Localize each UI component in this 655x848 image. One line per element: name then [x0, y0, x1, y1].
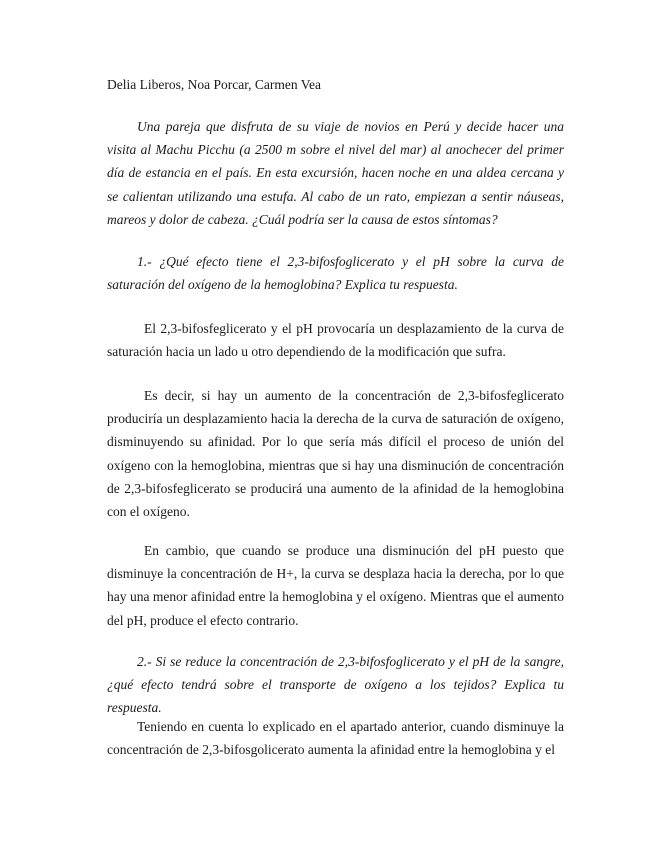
answer-2-paragraph-1: Teniendo en cuenta lo explicado en el apartado anterior, cuando disminuye la concentración de 2,3-bifosgolicerato aumenta la afinidad entre la hemoglobina y el	[107, 719, 564, 758]
question-2: 2.- Si se reduce la concentración de 2,3-bifosfoglicerato y el pH de la sangre, ¿qué efecto tendrá sobre el transporte de oxígeno a los tejidos? Explica tu respuesta.	[107, 654, 564, 716]
answer-1-paragraph-2: Es decir, si hay un aumento de la concentración de 2,3-bifosfeglicerato produciría un desplazamiento hacia la derecha de la curva de saturación de oxígeno, disminuyendo su afinidad. Por lo que sería más difícil el proceso de unión del oxígeno con la hemoglobina, mientras que si hay una disminución de concentración de 2,3-bifosfeglicerato se producirá una aumento de la afinidad de la hemoglobina con el oxígeno.	[107, 388, 564, 520]
question-1: 1.- ¿Qué efecto tiene el 2,3-bifosfoglicerato y el pH sobre la curva de saturación del oxígeno de la hemoglobina? Explica tu respuesta.	[107, 254, 564, 293]
answer-1-paragraph-3: En cambio, que cuando se produce una disminución del pH puesto que disminuye la concentración de H+, la curva se desplaza hacia la derecha, por lo que hay una menor afinidad entre la hemoglobina y el oxígeno. Mientras que el aumento del pH, produce el efecto contrario.	[107, 543, 564, 628]
answer-1-paragraph-1: El 2,3-bifosfeglicerato y el pH provocaría un desplazamiento de la curva de saturación hacia un lado u otro dependiendo de la modificación que sufra.	[107, 321, 564, 360]
authors-line: Delia Liberos, Noa Porcar, Carmen Vea	[107, 77, 322, 92]
intro-paragraph: Una pareja que disfruta de su viaje de novios en Perú y decide hacer una visita al Machu Picchu (a 2500 m sobre el nivel del mar) al anochecer del primer día de estancia en el país. En esta excursión, hacen noche en una aldea cercana y se calientan utilizando una estufa. Al cabo de un rato, empiezan a sentir náuseas, mareos y dolor de cabeza. ¿Cuál podría ser la causa de estos síntomas?	[107, 119, 564, 227]
